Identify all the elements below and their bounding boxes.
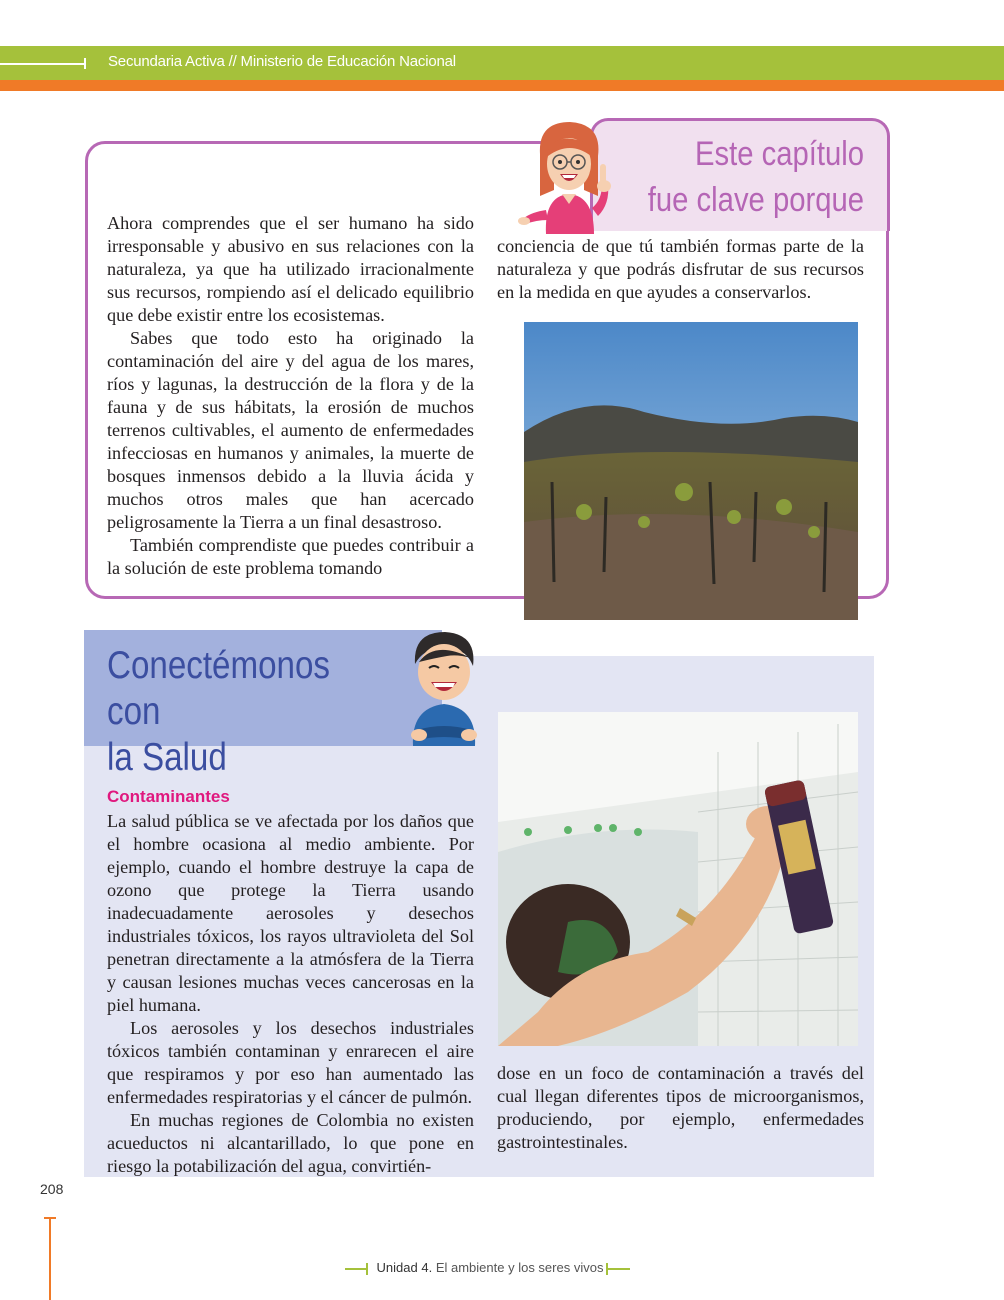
footer-unit-label: Unidad 4.	[376, 1260, 433, 1275]
deforested-field-photo	[524, 322, 858, 620]
header-rule	[0, 63, 84, 65]
salud-right-column	[497, 1062, 864, 1154]
footer-unit-title: El ambiente y los seres vivos	[435, 1260, 604, 1275]
aerosol-spray-photo	[498, 712, 858, 1046]
footer-side-rule	[49, 1217, 51, 1300]
header-stripe	[0, 80, 1004, 91]
section-heading: Contaminantes	[107, 787, 230, 806]
clave-left-column	[107, 212, 474, 580]
page-number: 208	[40, 1181, 64, 1197]
salud-title: Conectémonos con la Salud	[107, 644, 330, 779]
clave-paragraph: También comprendiste que puedes contribuir a la solución de este problema tomando	[107, 535, 474, 578]
header-rule-tick	[84, 58, 86, 69]
salud-paragraph: En muchas regiones de Colombia no existen acueductos ni alcantarillado, lo que pone en riesgo la potabilización del agua, convirtién-	[107, 1110, 474, 1176]
salud-paragraph: Los aerosoles y los desechos industriales tóxicos también contaminan y enrarecen el aire que respiramos y por eso han aumentado las enfermedades respiratorias y el cáncer de pulmón.	[107, 1018, 474, 1107]
clave-paragraph: Ahora comprendes que el ser humano ha sido irresponsable y abusivo en sus relaciones con la naturaleza, ya que ha utilizado irracionalmente sus recursos, rompiendo así el delicado equilibrio que debe existir entre los ecosistemas.	[107, 213, 474, 325]
footer-unit	[345, 1260, 635, 1275]
salud-paragraph: La salud pública se ve afectada por los daños que el hombre ocasiona al medio ambiente. Por ejemplo, cuando el hombre destruye la capa de ozono que protege la Tierra usando inadecuadamente aerosoles y desechos industriales tóxicos, los rayos ultravioleta del Sol penetran directamente a la atmósfera de la Tierra y causan lesiones muchas veces cancerosas en la piel humana.	[107, 811, 474, 1015]
teacher-illustration	[518, 116, 618, 234]
clave-paragraph: Sabes que todo esto ha originado la contaminación del aire y del agua de los mares, ríos y lagunas, la destrucción de la flora y de la fauna y de sus hábitats, la erosión de muchos terrenos cultivables, el aumento de enfermedades infecciosas en humanos y animales, la muerte de bosques inmensos debido a la lluvia ácida y muchos otros males que han acercado peligrosamente la Tierra a un final desastroso.	[107, 328, 474, 532]
running-title: Secundaria Activa // Ministerio de Educación Nacional	[108, 53, 456, 70]
clave-title: Este capítulo fue clave porque	[647, 135, 864, 219]
salud-left-column	[107, 810, 474, 1178]
clave-right-column	[497, 235, 864, 304]
student-illustration	[405, 628, 483, 746]
salud-paragraph: dose en un foco de contaminación a través del cual llegan diferentes tipos de microorganismos, produciendo, por ejemplo, enfermedades gastrointestinales.	[497, 1063, 864, 1152]
clave-paragraph: conciencia de que tú también formas parte de la naturaleza y que podrás disfrutar de sus recursos en la medida en que ayudes a conservarlos.	[497, 236, 864, 302]
